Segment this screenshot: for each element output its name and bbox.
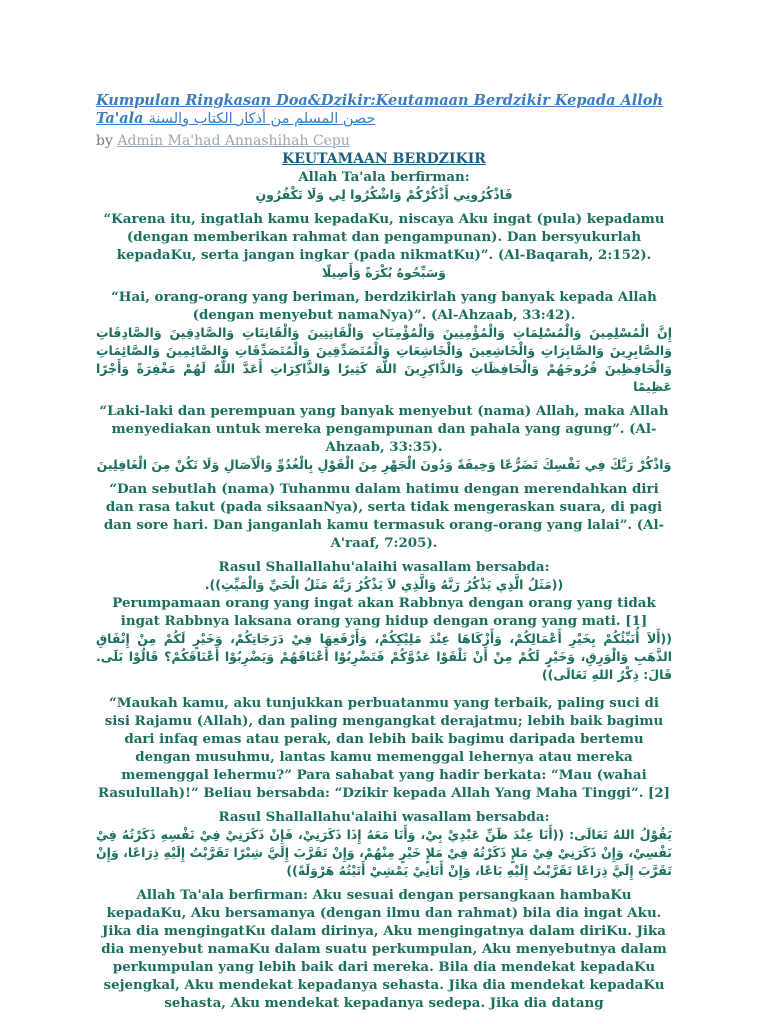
p7-translation: Allah Ta'ala berfirman: Aku sesuai dengan persangkaan hambaKu kepadaKu, Aku bersamanya (dengan ilmu dan rahmat) bila dia ingat Aku. Jika dia mengingatKu dalam dirinya, Aku mengingatnya dalam diriKu. Jika dia menyebut namaKu dalam suatu perkumpulan, Aku menyebutnya dalam perkumpulan yang lebih baik dari mereka. Bila dia mendekat kepadaKu sejengkal, Aku mendekat kepadanya sehasta. Jika dia mendekat kepadaKu sehasta, Aku mendekat kepadanya sedepa. Jika dia datang — [101, 887, 667, 1011]
title-link-arabic[interactable]: حصن المسلم من أذكار الكتاب والسنة — [148, 111, 376, 127]
p1-translation: “Karena itu, ingatlah kamu kepadaKu, niscaya Aku ingat (pula) kepadamu (dengan memberikan rahmat dan pengampunan). Dan bersyukurlah kepadaKu, serta jangan ingkar (pada nikmatKu)”. (Al-Baqarah, 2:152). — [103, 211, 665, 263]
p4-arabic: وَاذْكُرْ رَبَّكَ فِي نَفْسِكَ تَضَرُّعًا وَخِيفَةً وَدُونَ الْجَهْرِ مِنَ الْقَوْلِ بِالْغُدُوِّ وَالْآصَالِ وَلَا تَكُنْ مِنَ الْغَافِلِينَ — [96, 457, 672, 472]
p3-arabic: إِنَّ الْمُسْلِمِينَ وَالْمُسْلِمَاتِ وَالْمُؤْمِنِينَ وَالْمُؤْمِنَاتِ وَالْقَانِتِينَ وَالْقَانِتَاتِ وَالصَّادِقِينَ وَالصَّادِقَاتِ وَالصَّابِرِينَ وَالصَّابِرَاتِ وَالْخَاشِعِينَ وَالْخَاشِعَاتِ وَالْمُتَصَدِّقِينَ وَالْمُتَصَدِّقَاتِ وَالصَّائِمِينَ وَالصَّائِمَاتِ وَالْحَافِظِينَ فُرُوجَهُمْ وَالْحَافِظَاتِ وَالذَّاكِرِينَ اللَّهَ كَثِيرًا وَالذَّاكِرَاتِ أَعَدَّ اللَّهُ لَهُمْ مَغْفِرَةً وَأَجْرًا عَظِيمًا — [96, 325, 672, 394]
p1-intro: Allah Ta'ala berfirman: — [298, 169, 470, 185]
p2-translation: “Hai, orang-orang yang beriman, berdzikirlah yang banyak kepada Allah (dengan menyebut namaNya)”. (Al-Ahzaab, 33:42). — [111, 289, 657, 323]
p4-translation: “Dan sebutlah (nama) Tuhanmu dalam hatimu dengan merendahkan diri dan rasa takut (pada siksaanNya), serta tidak mengeraskan suara, di pagi dan sore hari. Dan janganlah kamu termasuk orang-orang yang lalai”. (Al-A'raaf, 7:205). — [103, 481, 665, 551]
p1-arabic: فَاذْكُرُونِي أَذْكُرْكُمْ وَاشْكُرُوا لِي وَلَا تَكْفُرُونِ — [255, 187, 513, 202]
p7-intro: Rasul Shallallahu'alaihi wasallam bersabda: — [218, 809, 550, 825]
p6-arabic: ((أَلاَ أُنَبِّئُكُمْ بِخَيْرِ أَعْمَالِكُمْ، وَأَزْكَاهَا عِنْدَ مَلِيْكِكُمْ، وَأَرْفَعِهَا فِيْ دَرَجَاتِكُمْ، وَخَيْرٍ لَكُمْ مِنْ إِنْفَاقِ الذَّهَبِ وَالْوَرِقِ، وَخَيْرٍ لَكُمْ مِنْ أَنْ تَلْقَوْا عَدُوَّكُمْ فَتَضْرِبُوْا أَعْنَاقَهُمْ وَيَضْرِبُوْا أَعْنَاقَكُمْ؟ قَالُوْا بَلَى. قَالَ: ذِكْرُ اللهِ تَعَالَى)) — [96, 631, 672, 682]
p5-intro: Rasul Shallallahu'alaihi wasallam bersabda: — [218, 559, 550, 575]
title-link[interactable] — [96, 92, 672, 128]
byline — [96, 132, 672, 150]
section-heading: KEUTAMAAN BERDZIKIR — [282, 151, 486, 167]
author-link[interactable]: Admin Ma'had Annashihah Cepu — [117, 133, 350, 149]
p7-arabic: يَقُوْلُ اللهُ تَعَالَى: ((أَنَا عِنْدَ ظَنِّ عَبْدِيْ بِيْ، وَأَنَا مَعَهُ إِذَا ذَكَرَنِيْ، فَإِنْ ذَكَرَنِيْ فِيْ نَفْسِهِ ذَكَرْتُهُ فِيْ نَفْسِيْ، وَإِنْ ذَكَرَنِيْ فِيْ مَلإٍ ذَكَرْتُهُ فِيْ مَلإٍ خَيْرٍ مِنْهُمْ، وَإِنْ تَقَرَّبَ إِلَيَّ شِبْرًا تَقَرَّبْتُ إِلَيْهِ ذِرَاعًا، وَإِنْ تَقَرَّبَ إِلَيَّ ذِرَاعًا تَقَرَّبْتُ إِلَيْهِ بَاعًا، وَإِنْ أَتَانِيْ يَمْشِيْ أَتَيْتُهُ هَرْوَلَةً)) — [96, 827, 672, 878]
p2-arabic: وَسَبِّحُوهُ بُكْرَةً وَأَصِيلًا — [322, 265, 446, 280]
title-link-text[interactable]: Kumpulan Ringkasan Doa&Dzikir:Keutamaan Berdzikir Kepada Alloh Ta'ala — [96, 92, 663, 127]
p5-translation: Perumpamaan orang yang ingat akan Rabbnya dengan orang yang tidak ingat Rabbnya laksana orang yang hidup dengan orang yang mati. [1] — [112, 595, 656, 629]
p6-translation: “Maukah kamu, aku tunjukkan perbuatanmu yang terbaik, paling suci di sisi Rajamu (Allah), dan paling mengangkat derajatmu; lebih baik bagimu dari infaq emas atau perak, dan lebih baik bagimu daripada bertemu dengan musuhmu, lantas kamu memenggal lehernya atau mereka memenggal lehermu?” Para sahabat yang hadir berkata: “Mau (wahai Rasulullah)!” Beliau bersabda: “Dzikir kepada Allah Yang Maha Tinggi”. [2] — [97, 695, 671, 801]
by-label: by — [96, 133, 113, 149]
p5-arabic: ((مَثَلُ الَّذِي يَذْكُرُ رَبَّهُ وَالَّذِي لاَ يَذْكُرُ رَبَّهُ مَثَلُ الْحَيِّ وَالْمَيِّتِ)). — [204, 577, 564, 592]
p3-translation: “Laki-laki dan perempuan yang banyak menyebut (nama) Allah, maka Allah menyediakan untuk mereka pengampunan dan pahala yang agung”. (Al-Ahzaab, 33:35). — [99, 403, 669, 455]
